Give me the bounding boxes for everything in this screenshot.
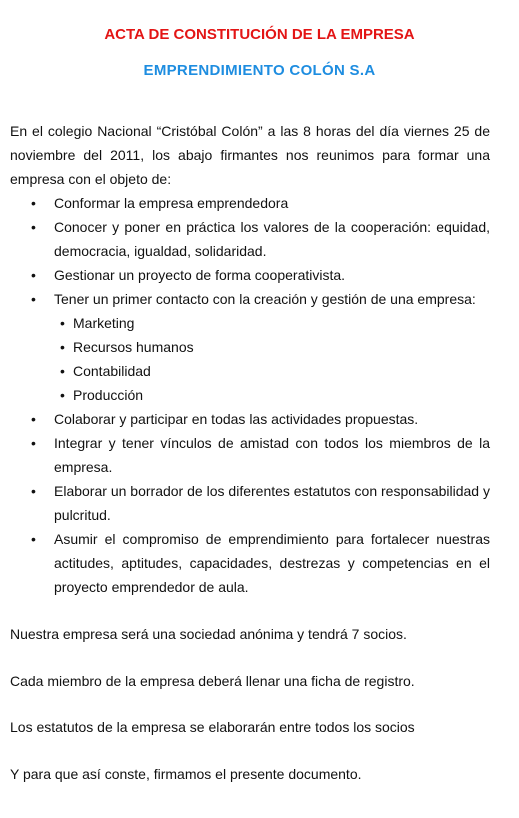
bullet-icon: • xyxy=(31,531,36,547)
document-title: ACTA DE CONSTITUCIÓN DE LA EMPRESA xyxy=(104,26,415,43)
bullet-icon: • xyxy=(31,435,36,451)
list-item: • Elaborar un borrador de los diferentes estatutos con responsabilidad y pulcritud. xyxy=(10,479,490,527)
closing-paragraph: Nuestra empresa será una sociedad anónima y tendrá 7 socios. xyxy=(10,626,407,642)
bullet-icon: • xyxy=(31,267,36,283)
bullet-icon: • xyxy=(31,483,36,499)
list-item: • Conocer y poner en práctica los valores de la cooperación: equidad, democracia, igualdad, solidaridad. xyxy=(10,215,490,263)
list-item: • Conformar la empresa emprendedora xyxy=(10,191,490,215)
list-item: • Asumir el compromiso de emprendimiento para fortalecer nuestras actitudes, aptitudes, capacidades, destrezas y competencias en el proyecto emprendedor de aula. xyxy=(10,527,490,599)
sub-list-item: • Contabilidad xyxy=(10,359,490,383)
list-item: • Gestionar un proyecto de forma cooperativista. xyxy=(10,263,490,287)
sub-list-item: • Producción xyxy=(10,383,490,407)
intro-paragraph: En el colegio Nacional “Cristóbal Colón” a las 8 horas del día viernes 25 de noviembre del 2011, los abajo firmantes nos reunimos para formar una empresa con el objeto de: xyxy=(10,123,490,187)
closing-paragraph: Y para que así conste, firmamos el presente documento. xyxy=(10,766,362,782)
bullet-icon: • xyxy=(31,219,36,235)
closing-paragraph: Cada miembro de la empresa deberá llenar una ficha de registro. xyxy=(10,673,415,689)
bullet-icon: • xyxy=(60,387,65,403)
company-name: EMPRENDIMIENTO COLÓN S.A xyxy=(143,62,376,79)
bullet-icon: • xyxy=(31,195,36,211)
bullet-icon: • xyxy=(31,291,36,307)
objectives-list xyxy=(10,191,490,599)
bullet-icon: • xyxy=(60,363,65,379)
sub-list-item: • Marketing xyxy=(10,311,490,335)
bullet-icon: • xyxy=(60,315,65,331)
sub-list-item: • Recursos humanos xyxy=(10,335,490,359)
bullet-icon: • xyxy=(31,411,36,427)
list-item: • Tener un primer contacto con la creación y gestión de una empresa: xyxy=(10,287,490,311)
closing-paragraph: Los estatutos de la empresa se elaborarán entre todos los socios xyxy=(10,719,415,735)
list-item: • Integrar y tener vínculos de amistad con todos los miembros de la empresa. xyxy=(10,431,490,479)
bullet-icon: • xyxy=(60,339,65,355)
list-item: • Colaborar y participar en todas las actividades propuestas. xyxy=(10,407,490,431)
